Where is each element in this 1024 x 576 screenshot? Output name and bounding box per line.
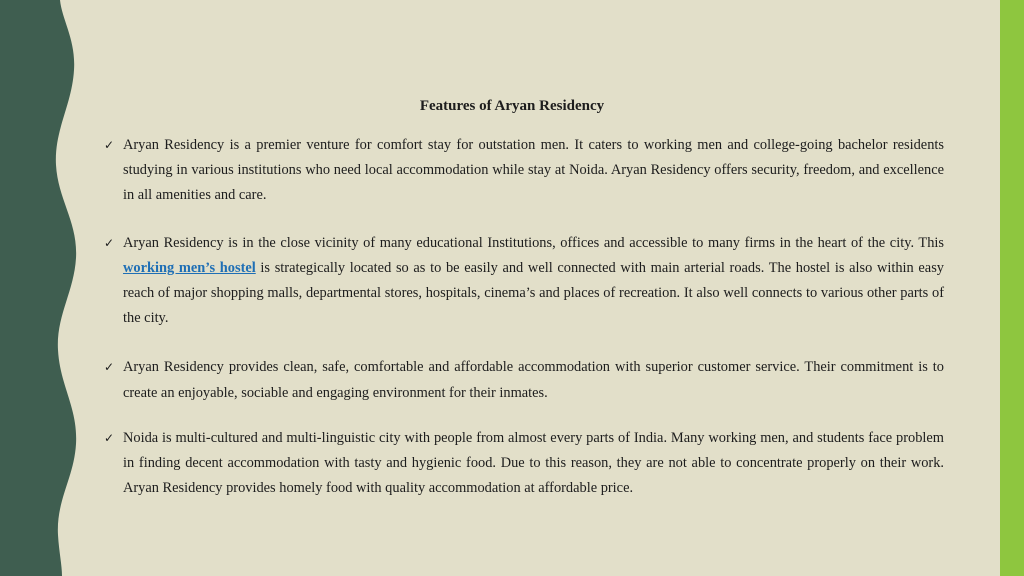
- list-item: [104, 426, 944, 502]
- bullet-text: Aryan Residency is a premier venture for comfort stay for outstation men. It caters to working men and college-going bachelor residents studying in various institutions who need local accommodation while stay at Noida. Aryan Residency offers security, freedom, and excellence in all amenities and care.: [123, 137, 944, 204]
- bullet-text-before: Aryan Residency is in the close vicinity of many educational Institutions, offices and accessible to many firms in the heart of the city. This: [123, 234, 944, 251]
- check-icon: ✓: [104, 235, 115, 250]
- bullet-text: Aryan Residency provides clean, safe, comfortable and affordable accommodation with superior customer service. Their commitment is to create an enjoyable, sociable and engaging environment for their inmates.: [123, 359, 944, 401]
- bullet-list: [104, 133, 944, 501]
- list-item: [104, 133, 944, 209]
- right-accent-bar: [1000, 0, 1024, 576]
- bullet-text: Noida is multi-cultured and multi-linguistic city with people from almost every parts of India. Many working men, and students face problem in finding decent accommodation with tasty and hygienic food. Due to this reason, they are not able to concentrate properly on their work. Aryan Residency provides homely food with quality accommodation at affordable price.: [123, 429, 944, 497]
- slide-title: Features of Aryan Residency: [419, 98, 605, 114]
- wavy-edge-shape: [0, 0, 76, 576]
- working-mens-hostel-link[interactable]: working men’s hostel: [123, 259, 256, 276]
- left-decorative-band: [0, 0, 90, 576]
- list-item: [104, 355, 944, 405]
- list-item: [104, 231, 944, 332]
- bullet-text-after: is strategically located so as to be easily and well connected with main arterial roads. The hostel is also within easy reach of major shopping malls, departmental stores, hospitals, cinema’s and places of recreation. It also well connects to various other parts of the city.: [123, 259, 944, 327]
- check-icon: ✓: [104, 430, 115, 445]
- check-icon: ✓: [104, 138, 115, 152]
- check-icon: ✓: [104, 360, 115, 375]
